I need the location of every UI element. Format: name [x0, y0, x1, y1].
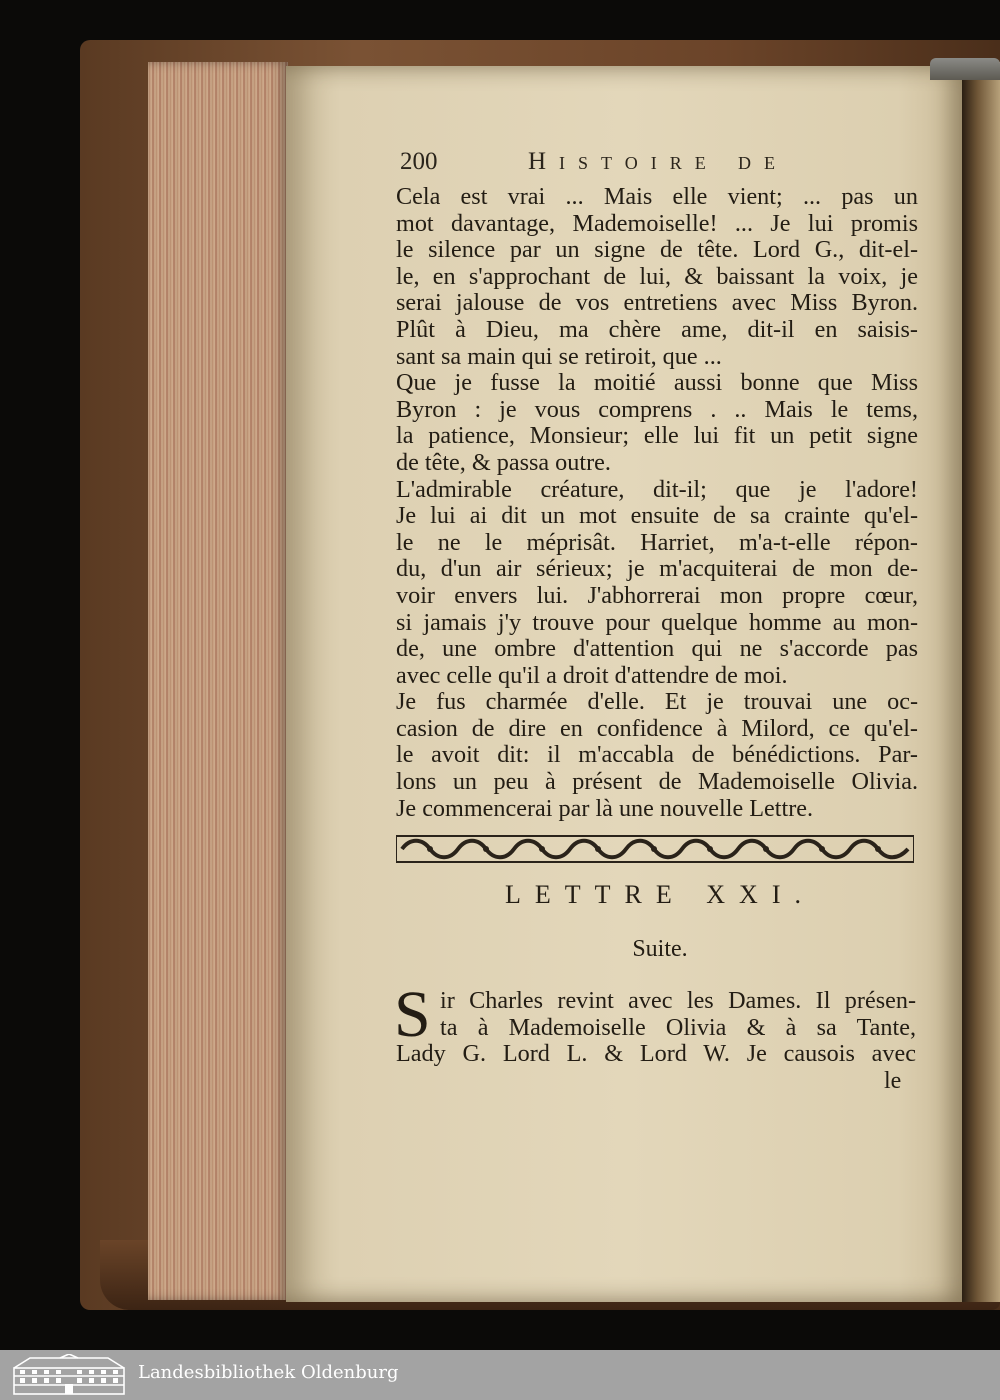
letter-continuation	[396, 1041, 916, 1068]
footer-bar	[0, 1350, 1000, 1400]
ornament-icon	[396, 830, 914, 868]
text-line: serai jalouse de vos entretiens avec Miss Byron.	[396, 289, 918, 317]
text-line: le silence par un signe de tête. Lord G., dit-el-	[396, 236, 918, 264]
letter-opening	[440, 988, 916, 1041]
drop-cap: S	[394, 978, 431, 1051]
catchword: le	[884, 1068, 902, 1094]
library-name: Landesbibliothek Oldenburg	[138, 1362, 399, 1383]
text-line: la patience, Monsieur; elle lui fit un petit signe	[396, 422, 918, 450]
text-line: Cela est vrai ... Mais elle vient; ... pas un	[396, 183, 918, 210]
text-line: si jamais j'y trouve pour quelque homme au mon-	[396, 608, 918, 636]
text-line: ir Charles revint avec les Dames. Il présen-	[440, 987, 916, 1014]
page-header	[400, 148, 920, 182]
text-line: de tête, & passa outre.	[396, 448, 611, 476]
text-line: le, en s'approchant de lui, & baissant la voix, je	[396, 262, 918, 290]
text-line: lons un peu à présent de Mademoiselle Olivia.	[396, 768, 918, 796]
text-line: le ne le méprisât. Harriet, m'a-t-elle répon-	[396, 528, 918, 556]
text-line: Lady G. Lord L. & Lord W. Je causois avec	[396, 1040, 916, 1067]
letter-heading: LETTRE XXI.	[505, 880, 815, 909]
body-text	[396, 184, 918, 822]
text-line: sant sa main qui se retiroit, que ...	[396, 342, 722, 370]
text-line: casion de dire en confidence à Milord, ce qu'el-	[396, 714, 918, 742]
page-edges	[148, 62, 288, 1300]
text-line: L'admirable créature, dit-il; que je l'adore!	[396, 475, 918, 503]
text-line: Byron : je vous comprens . .. Mais le tems,	[396, 395, 918, 423]
text-line: Que je fusse la moitié aussi bonne que Miss	[396, 369, 918, 397]
text-line: mot davantage, Mademoiselle! ... Je lui promis	[396, 209, 918, 237]
clasp	[930, 58, 1000, 80]
running-title: Histoire de	[528, 148, 788, 175]
facing-page-gutter	[962, 62, 1000, 1302]
page-number: 200	[400, 148, 438, 175]
text-line: ta à Mademoiselle Olivia & à sa Tante,	[440, 1013, 916, 1041]
text-line: Je commencerai par là une nouvelle Lettre.	[396, 794, 814, 822]
ornamental-border	[396, 830, 914, 868]
text-line: voir envers lui. J'abhorrerai mon propre cœur,	[396, 581, 918, 609]
letter-subtitle: Suite.	[632, 936, 688, 962]
text-line: Je lui ai dit un mot ensuite de sa crainte qu'el-	[396, 502, 918, 530]
text-line: Je fus charmée d'elle. Et je trouvai une oc-	[396, 688, 918, 716]
text-line: de, une ombre d'attention qui ne s'accorde pas	[396, 635, 918, 663]
text-line: le avoit dit: il m'accabla de bénédictions. Par-	[396, 741, 918, 769]
text-line: avec celle qu'il a droit d'attendre de moi.	[396, 661, 788, 689]
text-line: du, d'un air sérieux; je m'acquiterai de mon de-	[396, 555, 918, 583]
text-line: Plût à Dieu, ma chère ame, dit-il en saisis-	[396, 315, 918, 343]
library-building-icon	[10, 1354, 128, 1396]
